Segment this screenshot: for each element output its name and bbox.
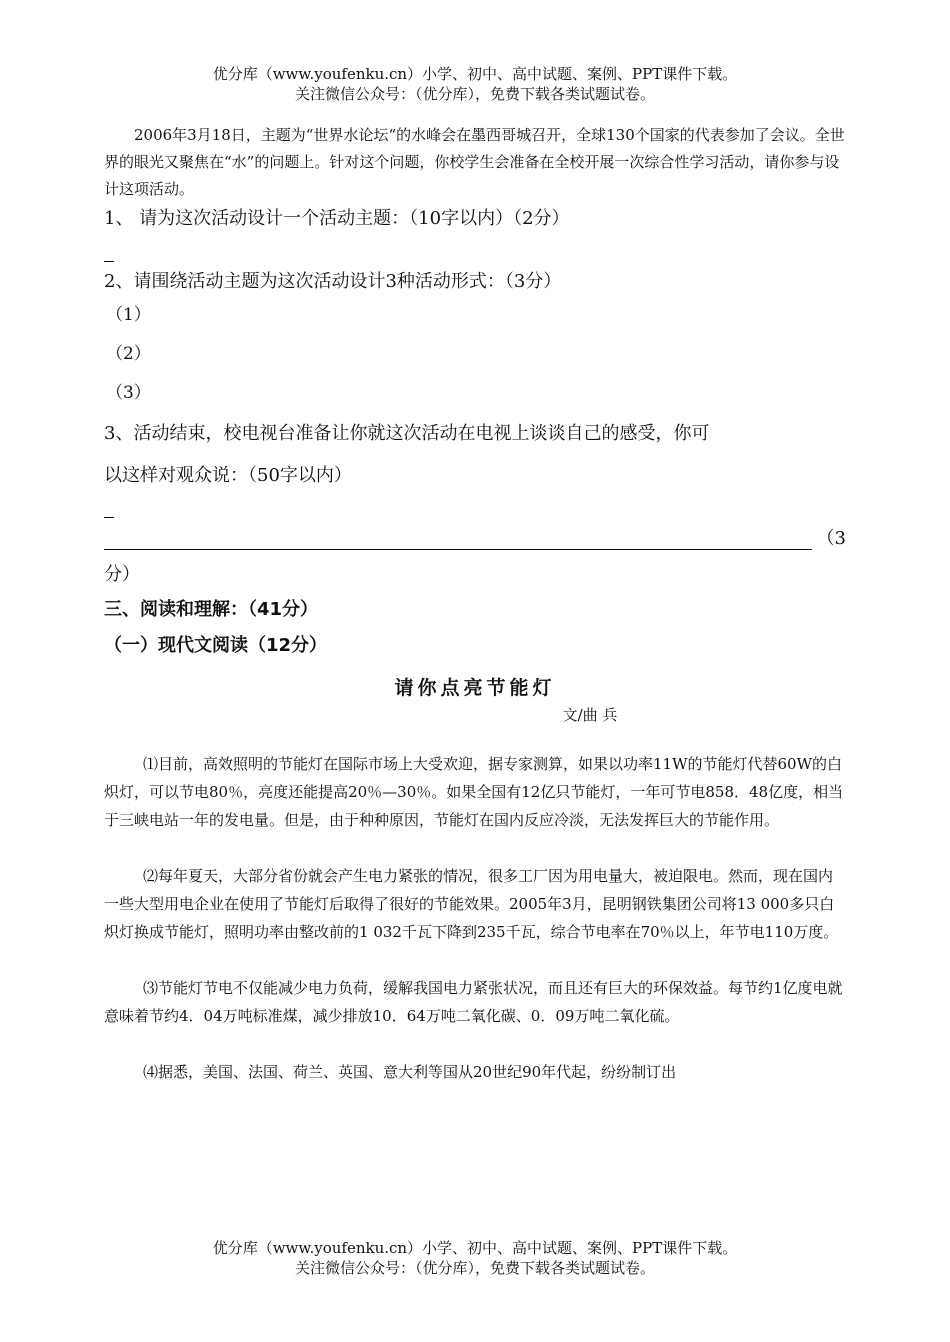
section-heading: 三、阅读和理解：（41分） bbox=[104, 599, 319, 620]
article-paragraph-4: ⑷据悉，美国、法国、荷兰、英国、意大利等国从20世纪90年代起，纷纷制订出 bbox=[143, 1063, 677, 1081]
question-3-points: （3 bbox=[816, 528, 846, 549]
page-header bbox=[0, 64, 950, 104]
answer-blank-1[interactable] bbox=[104, 233, 114, 262]
question-1: 1、 请为这次活动设计一个活动主题：（10字以内）（2分） bbox=[104, 208, 570, 229]
footer-line-2: 关注微信公众号：（优分库），免费下载各类试题试卷。 bbox=[294, 1259, 655, 1277]
section-subheading: （一）现代文阅读（12分） bbox=[104, 635, 328, 656]
page-footer bbox=[0, 1238, 950, 1278]
answer-underline bbox=[104, 549, 812, 550]
article-paragraph-2: ⑵每年夏天，大部分省份就会产生电力紧张的情况，很多工厂因为用电量大，被迫限电。然而，现在国内一些大型用电企业在使用了节能灯后取得了很好的节能效果。2005年3月，昆明钢铁集团公司将13 000多只白炽灯换成节能灯，照明功率由整改前的1 032千瓦下降到235千瓦，综合节电率在70％以上，年节电110万度。 bbox=[104, 867, 839, 941]
question-2-option-2: （2） bbox=[106, 344, 151, 364]
header-line-1: 优分库（www.youfenku.cn）小学、初中、高中试题、案例、PPT课件下载。 bbox=[212, 65, 738, 83]
question-3-line-1: 3、活动结束，校电视台准备让你就这次活动在电视上谈谈自己的感受，你可 bbox=[104, 423, 710, 444]
footer-line-1: 优分库（www.youfenku.cn）小学、初中、高中试题、案例、PPT课件下载。 bbox=[212, 1239, 738, 1257]
article-title: 请你点亮节能灯 bbox=[394, 677, 556, 699]
question-2-option-1: （1） bbox=[106, 305, 151, 325]
article-paragraph-1: ⑴目前，高效照明的节能灯在国际市场上大受欢迎，据专家测算，如果以功率11W的节能灯代替60W的白炽灯，可以节电80％，亮度还能提高20％—30％。如果全国有12亿只节能灯，一年可节电858．48亿度，相当于三峡电站一年的发电量。但是，由于种种原因，节能灯在国内反应冷淡，无法发挥巨大的节能作用。 bbox=[104, 755, 844, 829]
question-3-points-cont: 分） bbox=[104, 564, 140, 585]
question-2: 2、请围绕活动主题为这次活动设计3种活动形式：（3分） bbox=[104, 271, 562, 292]
header-line-2: 关注微信公众号：（优分库），免费下载各类试题试卷。 bbox=[294, 85, 655, 103]
page-content bbox=[104, 122, 846, 1086]
article-paragraph-3: ⑶节能灯节电不仅能减少电力负荷，缓解我国电力紧张状况，而且还有巨大的环保效益。每节约1亿度电就意味着节约4．04万吨标准煤，减少排放10．64万吨二氧化碳、0．09万吨二氧化硫。 bbox=[104, 979, 843, 1025]
article-author: 文/曲 兵 bbox=[562, 706, 618, 724]
answer-blank-3b[interactable] bbox=[104, 518, 846, 558]
answer-blank-3a[interactable] bbox=[104, 497, 114, 518]
question-2-option-3: （3） bbox=[106, 383, 151, 403]
intro-paragraph: 2006年3月18日，主题为“世界水论坛“的水峰会在墨西哥城召开，全球130个国家的代表参加了会议。全世界的眼光又聚焦在“水”的问题上。针对这个问题，你校学生会准备在全校开展一次综合性学习活动，请你参与设计这项活动。 bbox=[104, 126, 845, 198]
question-3-line-2: 以这样对观众说：（50字以内） bbox=[104, 465, 352, 486]
